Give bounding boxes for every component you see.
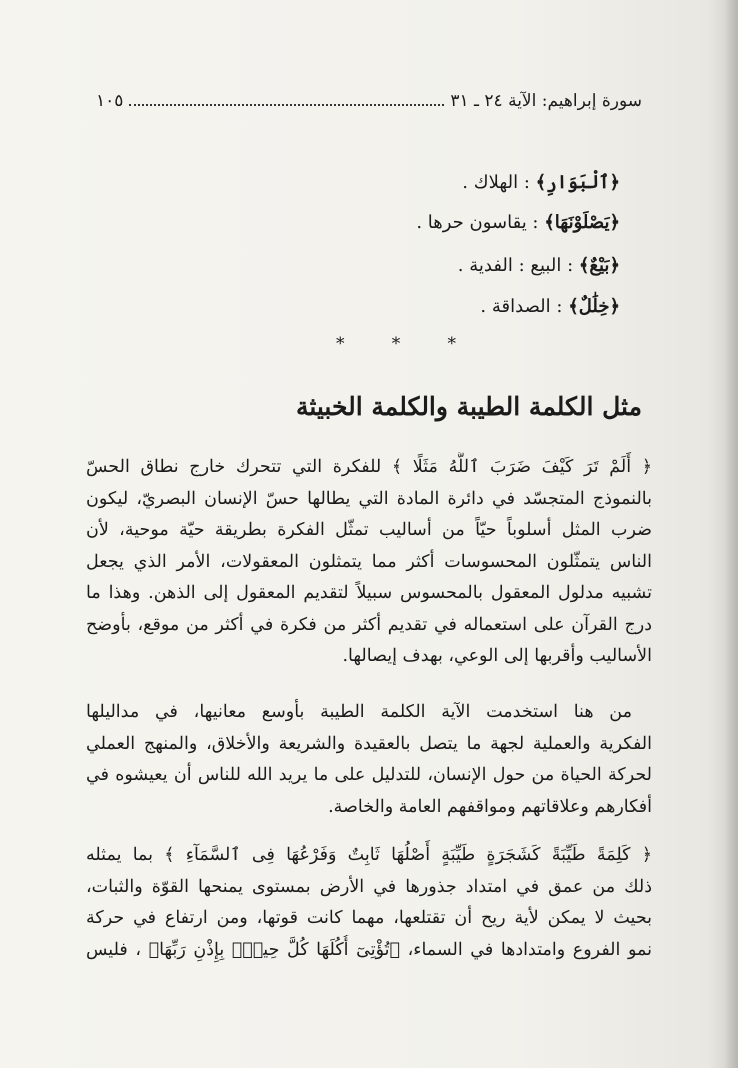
paragraph-line: أفكارهم وعلاقاتهم ومواقفهم العامة والخاصة. bbox=[328, 796, 652, 817]
glossary-term: ﴿ٱلْبَوَارِ﴾ bbox=[535, 172, 620, 193]
paragraph-line: الأساليب وأقربها إلى الوعي، بهدف إيصالها. bbox=[342, 646, 652, 666]
separator-star: * bbox=[447, 334, 456, 354]
paragraph bbox=[86, 840, 652, 966]
glossary-entry bbox=[458, 255, 620, 276]
paragraph-line: نمو الفروع وامتدادها في السماء، ﴿تُؤْتِىٓ أُكُلَهَا كُلَّ حِينٍۭ بِإِذْنِ رَبِّهَا﴾ ، فليس bbox=[86, 939, 652, 960]
glossary-definition: : الصداقة . bbox=[480, 296, 563, 317]
paragraph-line: ﴿ كَلِمَةً طَيِّبَةً كَشَجَرَةٍ طَيِّبَةٍ أَصْلُهَا ثَابِتٌ وَفَرْعُهَا فِى ٱلسَّمَآءِ ﴾ بما يمثله bbox=[86, 845, 652, 865]
paragraph-line: ﴿ أَلَمْ تَرَ كَيْفَ ضَرَبَ ٱللَّهُ مَثَلًا ﴾ للفكرة التي تتحرك خارج نطاق الحسّ bbox=[86, 457, 652, 477]
section-separator bbox=[336, 334, 456, 354]
paragraph-line: الفكرية والعملية لجهة ما يتصل بالعقيدة والشريعة والأخلاق، والمنهج العملي bbox=[86, 733, 652, 754]
paragraph-line: درج القرآن على استعماله في تقديم أكثر من فكرة في أكثر من موقع، بأوضح bbox=[86, 614, 652, 635]
paragraph-line: ذلك من عمق في امتداد جذورها في الأرض بمستوى يمنحها القوّة والثبات، bbox=[86, 876, 652, 897]
separator-star: * bbox=[391, 334, 401, 354]
glossary-term: ﴿بَيْعٌ﴾ bbox=[578, 255, 620, 276]
paragraph-line: بالنموذج المتجسّد في دائرة المادة التي يطالها حسّ الإنسان البصريّ، ليكون bbox=[86, 488, 652, 509]
paragraph-line: بحيث لا يمكن لأية ريح أن تقتلعها، مهما كانت قوتها، ومن ارتفاع في حركة bbox=[86, 908, 652, 928]
paragraph bbox=[86, 697, 652, 823]
separator-star: * bbox=[336, 334, 345, 354]
paragraph-line: ضرب المثل أسلوباً حيّاً من أساليب تمثّل الفكرة بطريقة حيّة موحية، لأن bbox=[86, 520, 652, 540]
glossary-entry bbox=[480, 296, 620, 317]
paragraph-line: من هنا استخدمت الآية الكلمة الطيبة بأوسع معانيها، في مداليلها bbox=[86, 702, 632, 722]
section-heading: مثل الكلمة الطيبة والكلمة الخبيثة bbox=[295, 392, 642, 421]
glossary-term: ﴿يَصْلَوْنَهَا﴾ bbox=[544, 212, 620, 233]
glossary-definition: : البيع : الفدية . bbox=[457, 255, 574, 276]
paragraph bbox=[86, 452, 652, 673]
header-title: سورة إبراهيم: الآية ٢٤ ـ ٣١ bbox=[450, 91, 642, 111]
glossary-definition: : يقاسون حرها . bbox=[416, 212, 539, 233]
page-spine-shadow bbox=[724, 0, 738, 1068]
page-number: ١٠٥ bbox=[96, 91, 124, 111]
paragraph-line: لحركة الحياة من حول الإنسان، للتدليل على ما يريد الله للناس أن يعيشوه في bbox=[86, 765, 652, 785]
glossary-entry bbox=[462, 172, 620, 193]
paragraph-line: الناس يتمثّلون المحسوسات أكثر مما يتمثلون المعقولات، الأمر الذي يجعل bbox=[86, 551, 652, 572]
glossary-term: ﴿خِلَٰلٌ﴾ bbox=[568, 296, 620, 317]
running-header bbox=[96, 86, 642, 116]
glossary-definition: : الهلاك . bbox=[462, 172, 530, 193]
header-dot-leader bbox=[129, 104, 444, 106]
paragraph-line: تشبيه مدلول المعقول بالمحسوس سبيلاً لتقديم المعقول إلى الذهن. وهذا ما bbox=[86, 583, 652, 603]
glossary-entry bbox=[416, 212, 620, 233]
